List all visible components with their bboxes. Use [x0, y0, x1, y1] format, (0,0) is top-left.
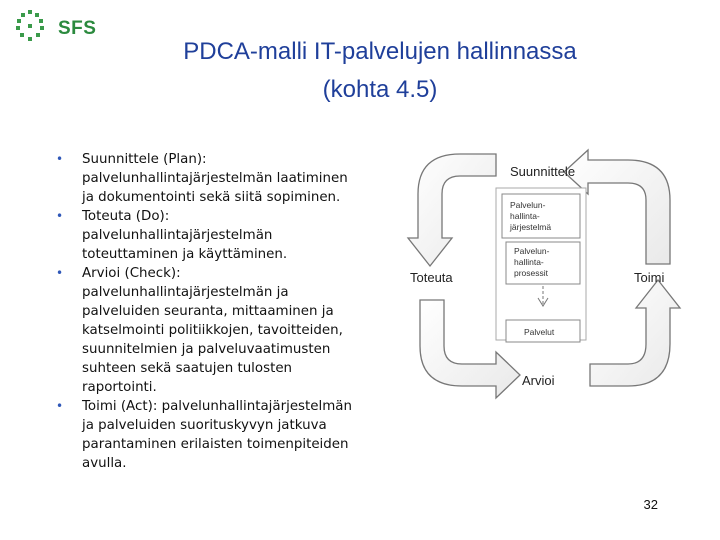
- bullet-line: palvelunhallintajärjestelmän laatiminen: [82, 171, 348, 186]
- pdca-arrow-bottom-right: [590, 280, 680, 386]
- box-management-system-line-2: hallinta-: [510, 211, 540, 221]
- slide-title-line-2: (kohta 4.5): [322, 76, 438, 103]
- bullet-line: Toteuta (Do):: [82, 209, 170, 224]
- bullet-marker: •: [56, 399, 64, 413]
- slide-title-line-1: PDCA-malli IT-palvelujen hallinnassa: [183, 38, 577, 65]
- bullet-line: parantaminen erilaisten toimenpiteiden: [82, 437, 349, 452]
- bullet-line: suhteen sekä saatujen tulosten: [82, 361, 293, 376]
- bullet-line: ja palveluiden suorituskyvyn jatkuva: [82, 418, 327, 433]
- bullet-item-act: [52, 397, 397, 473]
- sfs-logo: [8, 6, 98, 46]
- bullet-list: [52, 150, 397, 473]
- bullet-line: katselmointi politiikkojen, tavoitteiden,: [82, 323, 343, 338]
- label-plan: Suunnittele: [510, 164, 576, 179]
- bullet-line: palveluiden seuranta, mittaaminen ja: [82, 304, 334, 319]
- bullet-line: toteuttaminen ja käyttäminen.: [82, 247, 288, 262]
- box-management-processes-line-2: hallinta-: [514, 257, 544, 267]
- bullet-line: ja dokumentointi sekä siitä sopiminen.: [82, 190, 341, 205]
- bullet-marker: •: [56, 266, 64, 280]
- label-do: Toteuta: [410, 270, 453, 285]
- pdca-arrow-top-left: [408, 154, 496, 266]
- logo-text: SFS: [58, 18, 97, 39]
- box-management-system-line-1: Palvelun-: [510, 200, 546, 210]
- box-management-system-line-3: järjestelmä: [510, 222, 552, 232]
- label-act: Toimi: [634, 270, 665, 285]
- page-number: 32: [643, 497, 658, 512]
- box-management-processes-line-1: Palvelun-: [514, 246, 550, 256]
- bullet-item-do: [52, 207, 397, 264]
- bullet-line: raportointi.: [82, 380, 157, 395]
- sfs-logo-mark-icon: [8, 6, 56, 46]
- box-management-processes-line-3: prosessit: [514, 268, 549, 278]
- bullet-line: palvelunhallintajärjestelmän ja: [82, 285, 289, 300]
- slide-title: [110, 33, 650, 109]
- label-check: Arvioi: [522, 373, 555, 388]
- pdca-diagram: [400, 148, 690, 408]
- bullet-line: Arvioi (Check):: [82, 266, 181, 281]
- bullet-marker: •: [56, 152, 64, 166]
- bullet-line: Suunnittele (Plan):: [82, 152, 207, 167]
- bullet-line: avulla.: [82, 456, 127, 471]
- bullet-line: Toimi (Act): palvelunhallintajärjestelmän: [82, 399, 352, 414]
- box-services-label: Palvelut: [524, 327, 555, 337]
- bullet-marker: •: [56, 209, 64, 223]
- bullet-line: palvelunhallintajärjestelmän: [82, 228, 273, 243]
- bullet-line: suunnitelmien ja palveluvaatimusten: [82, 342, 331, 357]
- bullet-item-plan: [52, 150, 397, 207]
- bullet-item-check: [52, 264, 397, 397]
